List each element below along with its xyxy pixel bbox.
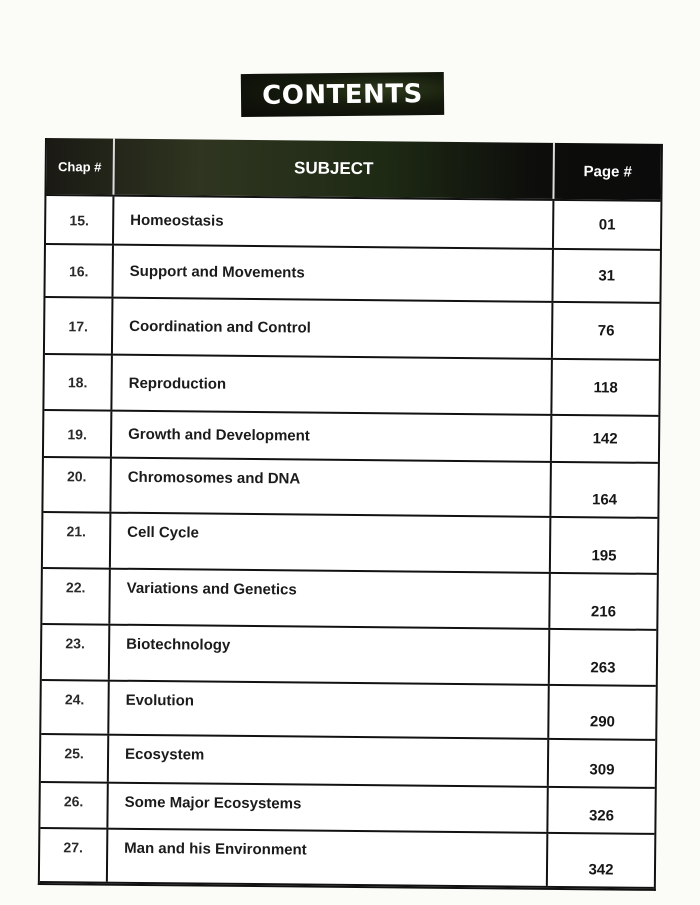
chapter-subject: Reproduction [128,374,227,393]
table-row [42,569,657,631]
contents-table [38,138,663,891]
chapter-number: 27. [40,829,108,882]
contents-title-banner [241,72,444,117]
chapter-subject: Homeostasis [130,211,224,230]
chapter-number: 18. [44,355,113,410]
chapter-number: 24. [41,681,109,734]
chapter-subject: Growth and Development [128,425,310,445]
chapter-number: 23. [42,625,111,680]
page-number: 216 [548,574,657,629]
chapter-subject: Support and Movements [129,262,305,282]
page-number: 118 [550,360,659,415]
table-row [43,458,657,519]
header-subject: SUBJECT [293,158,374,179]
chapter-subject: Coordination and Control [129,317,311,337]
chapter-subject: Chromosomes and DNA [127,468,301,488]
chapter-number: 22. [42,569,111,624]
chapter-number: 15. [46,196,114,244]
chapter-number: 17. [45,298,114,354]
table-row [46,196,660,251]
chapter-subject: Man and his Environment [124,839,307,859]
chapter-subject: Ecosystem [125,745,205,764]
page-number: 195 [549,518,658,573]
page-number: 263 [548,630,657,685]
page-number: 342 [546,834,654,887]
table-row [41,735,655,789]
page-number: 290 [547,686,655,739]
table-row [45,298,660,361]
chapter-subject: Biotechnology [126,635,231,654]
table-row [44,411,658,464]
chapter-subject: Variations and Genetics [126,579,297,599]
page-number: 309 [547,740,655,787]
page-number: 142 [550,416,658,462]
header-page: Page # [552,143,661,200]
chapter-number: 16. [45,245,113,297]
chapter-number: 25. [41,735,109,782]
table-header [46,138,661,202]
table-row [40,783,654,835]
chapter-subject: Some Major Ecosystems [124,793,302,813]
table-row [43,513,658,575]
page-title: CONTENTS [262,78,423,111]
page-number: 31 [551,250,659,302]
table-row [44,355,659,417]
header-chapter: Chap # [46,138,115,195]
page-number: 01 [552,201,660,249]
page-number: 76 [551,303,660,359]
chapter-subject: Cell Cycle [127,523,200,542]
table-row [45,245,659,304]
table-row [40,829,654,889]
chapter-number: 20. [43,458,112,512]
chapter-number: 21. [43,513,112,568]
table-row [42,625,657,687]
chapter-number: 19. [44,411,112,457]
page-number: 326 [546,788,654,833]
table-row [41,681,655,741]
chapter-number: 26. [40,783,108,828]
chapter-subject: Evolution [125,691,195,710]
page-number: 164 [549,463,658,517]
